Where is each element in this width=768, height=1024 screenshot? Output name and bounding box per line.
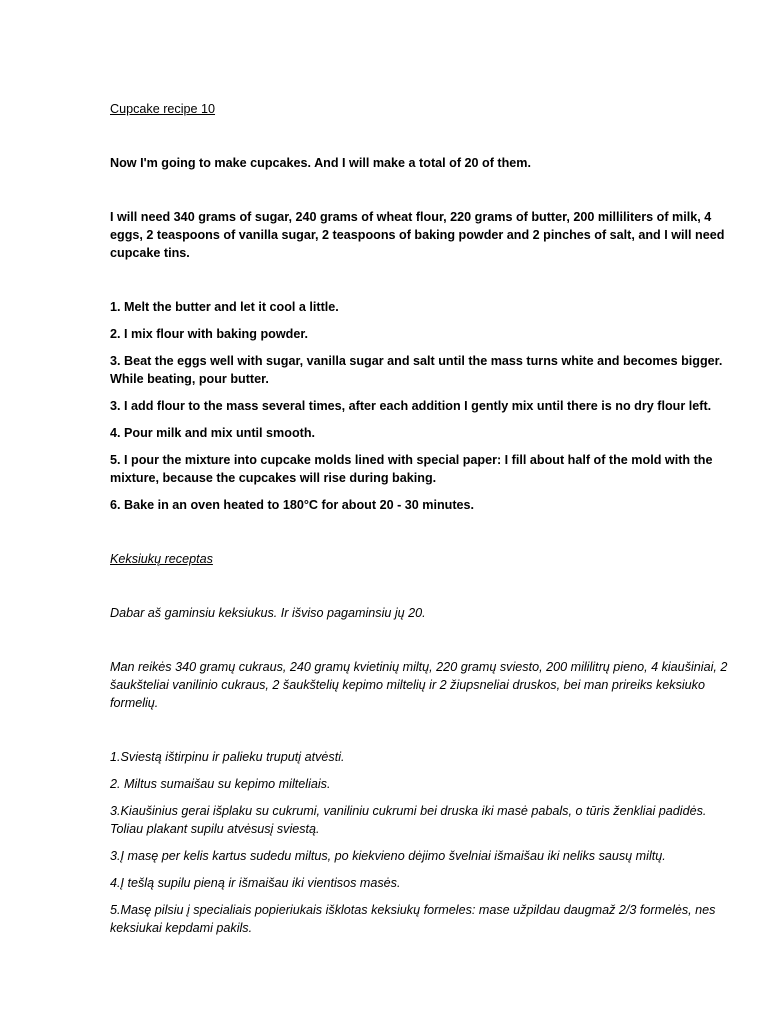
lithuanian-recipe-section bbox=[110, 550, 735, 937]
lithuanian-step-4: 3.Į masę per kelis kartus sudedu miltus, po kiekvieno dėjimo švelniai išmaišau iki neliks sausų miltų. bbox=[110, 849, 666, 863]
english-step-1: 1. Melt the butter and let it cool a little. bbox=[110, 300, 339, 314]
english-recipe-section bbox=[110, 100, 735, 514]
lithuanian-step-6: 5.Masę pilsiu į specialiais popieriukais išklotas keksiukų formeles: mase užpildau daugmaž 2/3 formelės, nes keksiukai kepdami pakils. bbox=[110, 903, 716, 935]
lithuanian-step-5: 4.Į tešlą supilu pieną ir išmaišau iki vientisos masės. bbox=[110, 876, 401, 890]
english-step-4: 3. I add flour to the mass several times, after each addition I gently mix until there is no dry flour left. bbox=[110, 399, 712, 413]
english-step-7: 6. Bake in an oven heated to 180°C for about 20 - 30 minutes. bbox=[110, 498, 475, 512]
lithuanian-intro-paragraph: Dabar aš gaminsiu keksiukus. Ir išviso pagaminsiu jų 20. bbox=[110, 606, 426, 620]
document-page bbox=[110, 100, 735, 937]
english-step-6: 5. I pour the mixture into cupcake molds lined with special paper: I fill about half of the mold with the mixture, because the cupcakes will rise during baking. bbox=[110, 453, 713, 485]
lithuanian-recipe-title: Keksiukų receptas bbox=[110, 552, 213, 566]
english-step-5: 4. Pour milk and mix until smooth. bbox=[110, 426, 316, 440]
lithuanian-step-2: 2. Miltus sumaišau su kepimo milteliais. bbox=[110, 777, 331, 791]
lithuanian-step-3: 3.Kiaušinius gerai išplaku su cukrumi, vaniliniu cukrumi bei druska iki masė pabals, o tūris ženkliai padidės. Toliau plakant supilu atvėsusį sviestą. bbox=[110, 804, 707, 836]
lithuanian-step-1: 1.Sviestą ištirpinu ir palieku truputį atvėsti. bbox=[110, 750, 345, 764]
english-intro-paragraph: Now I'm going to make cupcakes. And I will make a total of 20 of them. bbox=[110, 156, 532, 170]
english-steps-list bbox=[110, 298, 735, 514]
english-recipe-title: Cupcake recipe 10 bbox=[110, 102, 216, 116]
english-ingredients-paragraph: I will need 340 grams of sugar, 240 grams of wheat flour, 220 grams of butter, 200 milliliters of milk, 4 eggs, 2 teaspoons of vanilla sugar, 2 teaspoons of baking powder and 2 pinches of salt, and I will need cupcake tins. bbox=[110, 210, 725, 260]
english-step-2: 2. I mix flour with baking powder. bbox=[110, 327, 309, 341]
lithuanian-steps-list bbox=[110, 748, 735, 937]
english-step-3: 3. Beat the eggs well with sugar, vanilla sugar and salt until the mass turns white and becomes bigger. While beating, pour butter. bbox=[110, 354, 723, 386]
lithuanian-ingredients-paragraph: Man reikės 340 gramų cukraus, 240 gramų kvietinių miltų, 220 gramų sviesto, 200 mililitrų pieno, 4 kiaušiniai, 2 šaukšteliai vanilinio cukraus, 2 šaukštelių kepimo miltelių ir 2 žiupsneliai druskos, bei man prireiks keksiuko formelių. bbox=[110, 660, 728, 710]
